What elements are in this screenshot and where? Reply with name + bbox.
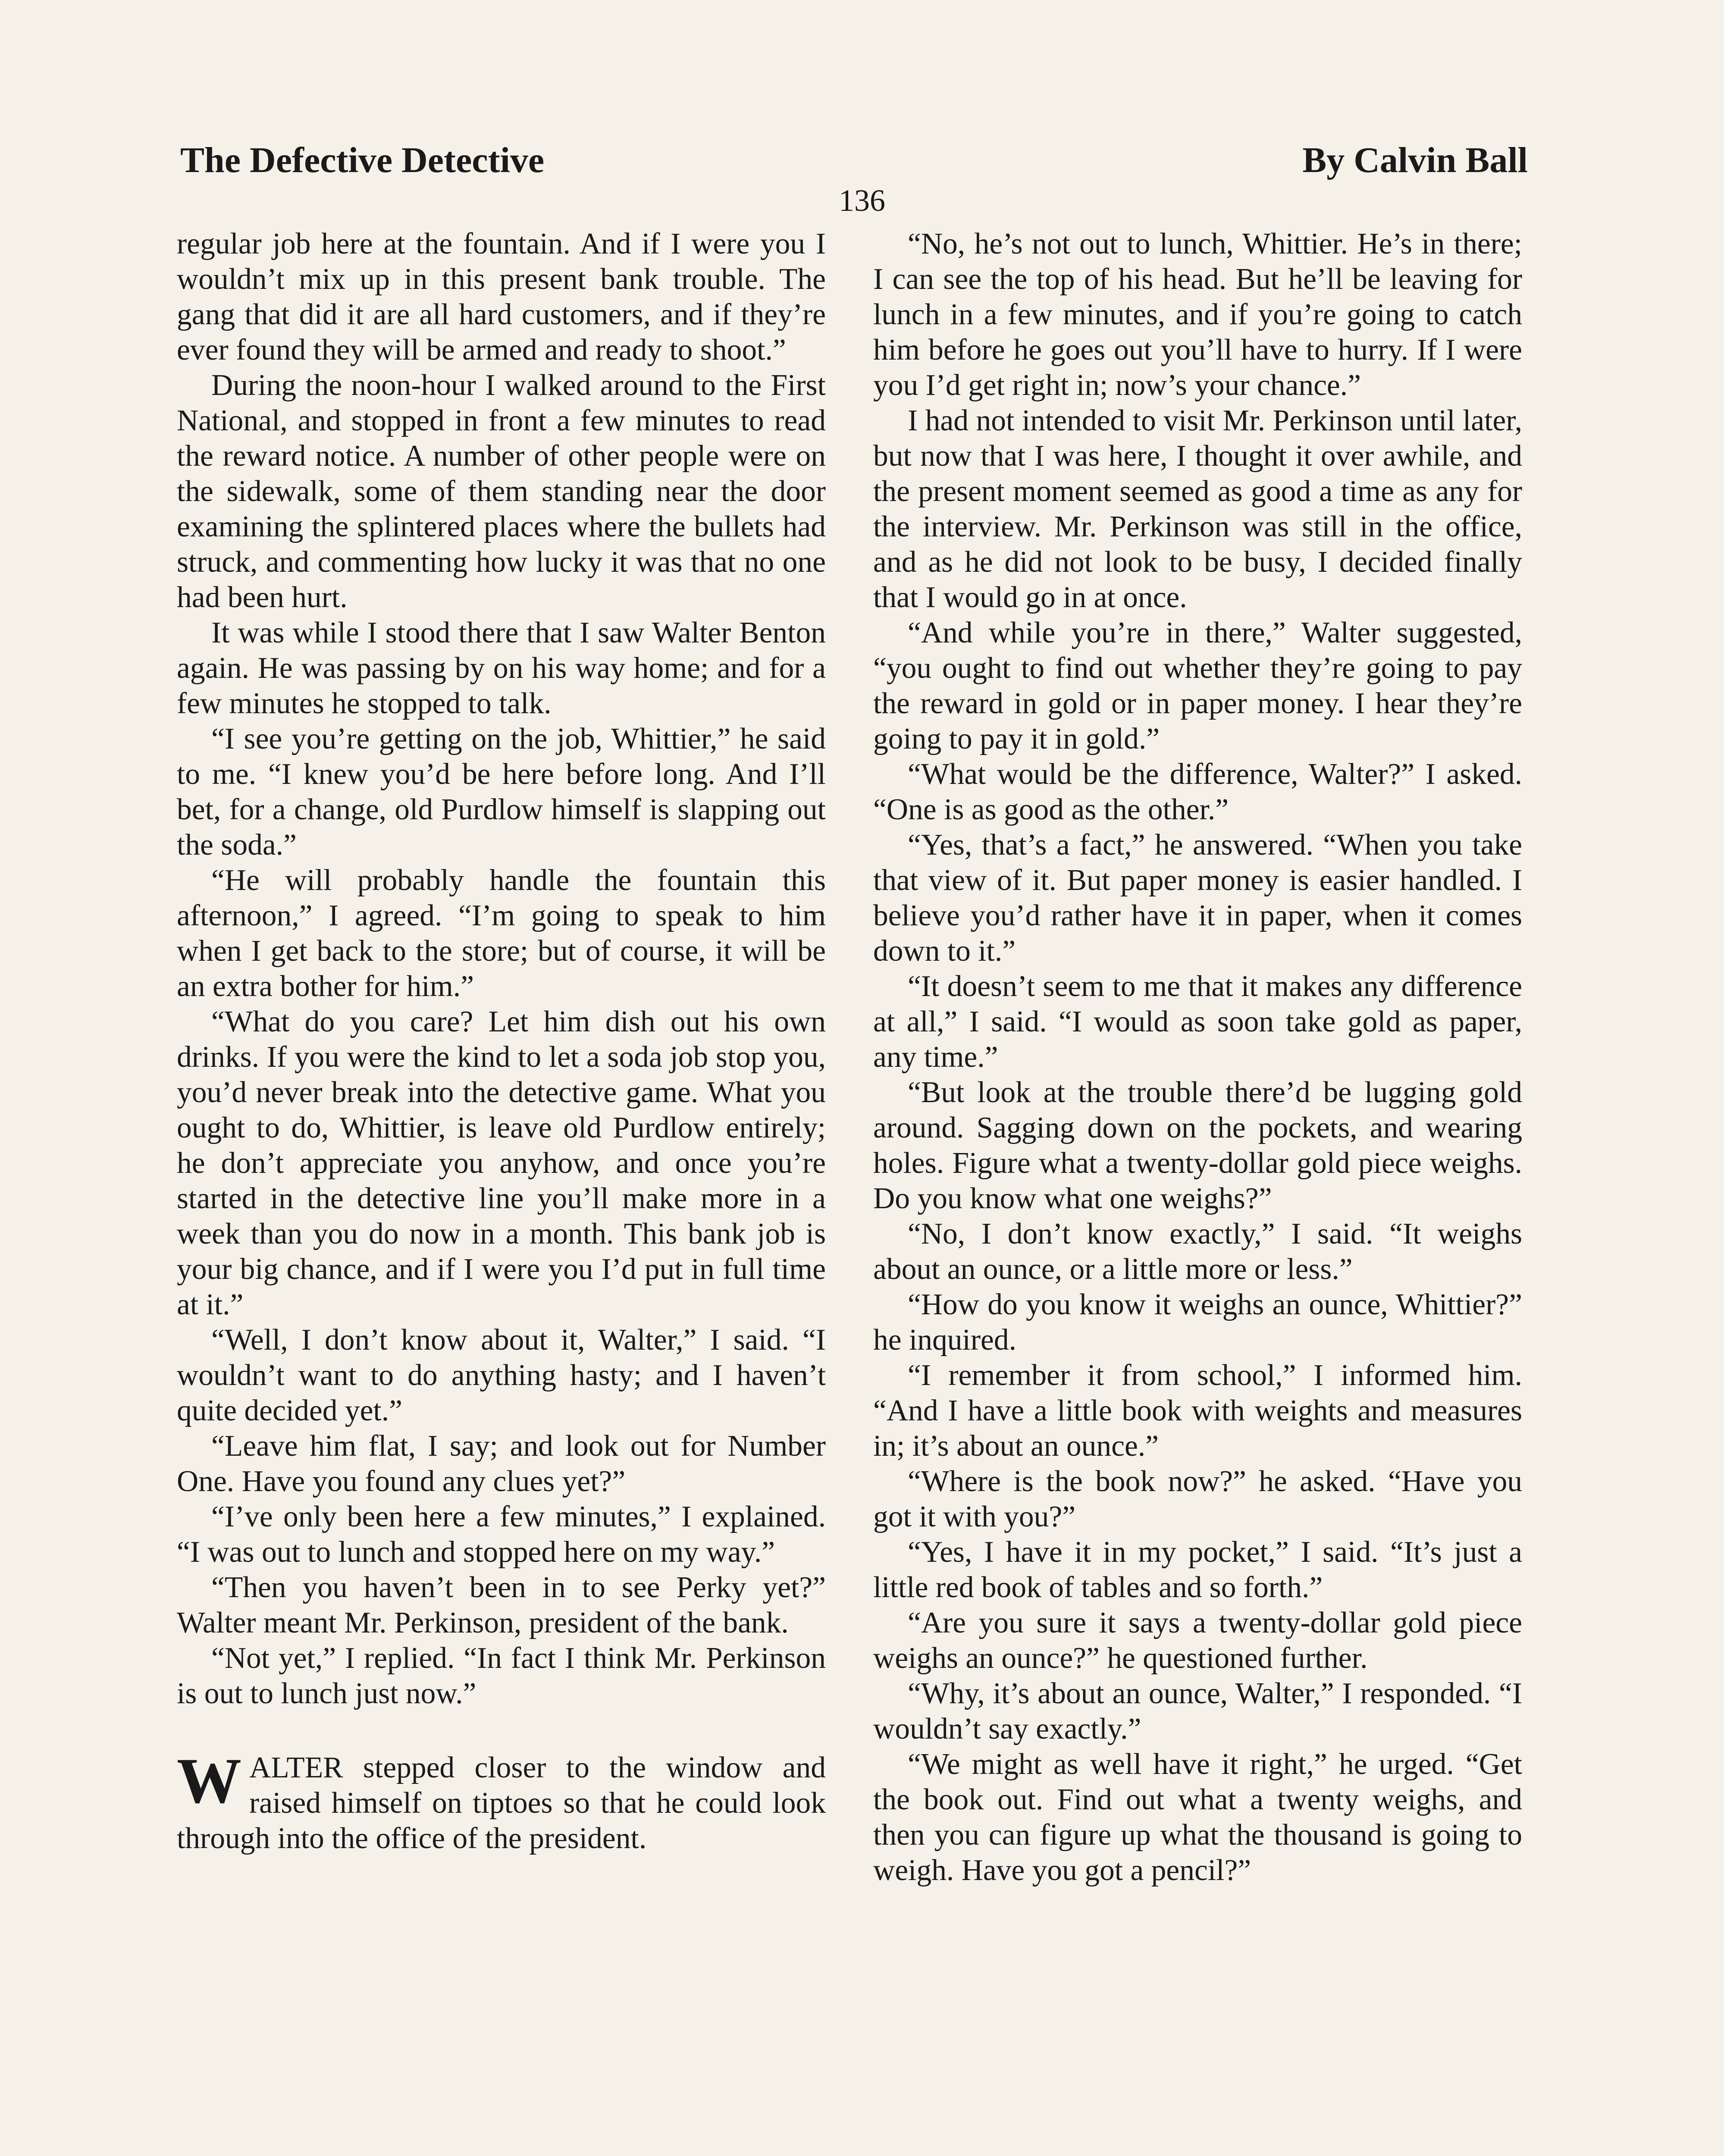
page-number: 136 [839, 183, 885, 218]
drop-cap: W [177, 1745, 241, 1817]
paragraph: “Why, it’s about an ounce, Walter,” I responded. “I wouldn’t say exactly.” [873, 1677, 1522, 1745]
paragraph: “No, he’s not out to lunch, Whittier. He’s in there; I can see the top of his head. But he’ll be leaving for lunch in a few minutes, and if you’re going to catch him before he goes out you’ll have to hurry. If I were you I’d get right in; now’s your chance.” [873, 227, 1522, 402]
paragraph: “No, I don’t know exactly,” I said. “It weighs about an ounce, or a little more or less.” [873, 1217, 1522, 1286]
paragraph: “But look at the trouble there’d be lugging gold around. Sagging down on the pockets, and wearing holes. Figure what a twenty-dollar gold piece weighs. Do you know what one weighs?” [873, 1076, 1522, 1215]
small-caps-lead: ALTER [249, 1751, 343, 1784]
section-break-paragraph [177, 1745, 826, 1856]
paragraph: “It doesn’t seem to me that it makes any difference at all,” I said. “I would as soon take gold as paper, any time.” [873, 970, 1522, 1074]
paragraph: It was while I stood there that I saw Walter Benton again. He was passing by on his way home; and for a few minutes he stopped to talk. [177, 616, 826, 720]
story-author: By Calvin Ball [1302, 140, 1528, 180]
story-title: The Defective Detective [180, 140, 545, 180]
paragraph: “How do you know it weighs an ounce, Whittier?” he inquired. [873, 1288, 1522, 1357]
paragraph: During the noon-hour I walked around to the First National, and stopped in front a few minutes to read the reward notice. A number of other people were on the sidewalk, some of them standing near the door examining the splintered places where the bullets had struck, and commenting how lucky it was that no one had been hurt. [177, 369, 826, 614]
paragraph: “I’ve only been here a few minutes,” I explained. “I was out to lunch and stopped here on my way.” [177, 1500, 826, 1569]
paragraph-text: stepped closer to the window and raised himself on tiptoes so that he could look through into the office of the president. [177, 1751, 826, 1855]
paragraph: “Then you haven’t been in to see Perky yet?” Walter meant Mr. Perkinson, president of the bank. [177, 1571, 826, 1639]
paragraph: “We might as well have it right,” he urged. “Get the book out. Find out what a twenty weighs, and then you can figure up what the thousand is going to weigh. Have you got a pencil?” [873, 1748, 1522, 1887]
paragraph: regular job here at the fountain. And if I were you I wouldn’t mix up in this present bank trouble. The gang that did it are all hard customers, and if they’re ever found they will be armed and ready to shoot.” [177, 227, 826, 367]
paragraph: “He will probably handle the fountain this afternoon,” I agreed. “I’m going to speak to him when I get back to the store; but of course, it will be an extra bother for him.” [177, 864, 826, 1003]
paragraph: “Are you sure it says a twenty-dollar gold piece weighs an ounce?” he questioned further. [873, 1606, 1522, 1675]
paragraph: I had not intended to visit Mr. Perkinson until later, but now that I was here, I thought it over awhile, and the present moment seemed as good a time as any for the interview. Mr. Perkinson was still in the office, and as he did not look to be busy, I decided finally that I would go in at once. [873, 404, 1522, 614]
paragraph: “I see you’re getting on the job, Whittier,” he said to me. “I knew you’d be here before long. And I’ll bet, for a change, old Purdlow himself is slapping out the soda.” [177, 722, 826, 862]
left-column [177, 226, 826, 1856]
right-column [873, 226, 1522, 1888]
paragraph: “Not yet,” I replied. “In fact I think Mr. Perkinson is out to lunch just now.” [177, 1642, 826, 1710]
paragraph: “Leave him flat, I say; and look out for Number One. Have you found any clues yet?” [177, 1429, 826, 1498]
paragraph: “What would be the difference, Walter?” I asked. “One is as good as the other.” [873, 758, 1522, 826]
paragraph: “I remember it from school,” I informed him. “And I have a little book with weights and measures in; it’s about an ounce.” [873, 1359, 1522, 1463]
paragraph: “Yes, that’s a fact,” he answered. “When you take that view of it. But paper money is easier handled. I believe you’d rather have it in paper, when it comes down to it.” [873, 828, 1522, 968]
paragraph: “What do you care? Let him dish out his own drinks. If you were the kind to let a soda job stop you, you’d never break into the detective game. What you ought to do, Whittier, is leave old Purdlow entirely; he don’t appreciate you anyhow, and once you’re started in the detective line you’ll make more in a week than you do now in a month. This bank job is your big chance, and if I were you I’d put in full time at it.” [177, 1005, 826, 1321]
paragraph: “Where is the book now?” he asked. “Have you got it with you?” [873, 1465, 1522, 1533]
paragraph: “And while you’re in there,” Walter suggested, “you ought to find out whether they’re going to pay the reward in gold or in paper money. I hear they’re going to pay it in gold.” [873, 616, 1522, 755]
paragraph: “Yes, I have it in my pocket,” I said. “It’s just a little red book of tables and so forth.” [873, 1536, 1522, 1604]
paragraph: “Well, I don’t know about it, Walter,” I said. “I wouldn’t want to do anything hasty; and I haven’t quite decided yet.” [177, 1323, 826, 1427]
